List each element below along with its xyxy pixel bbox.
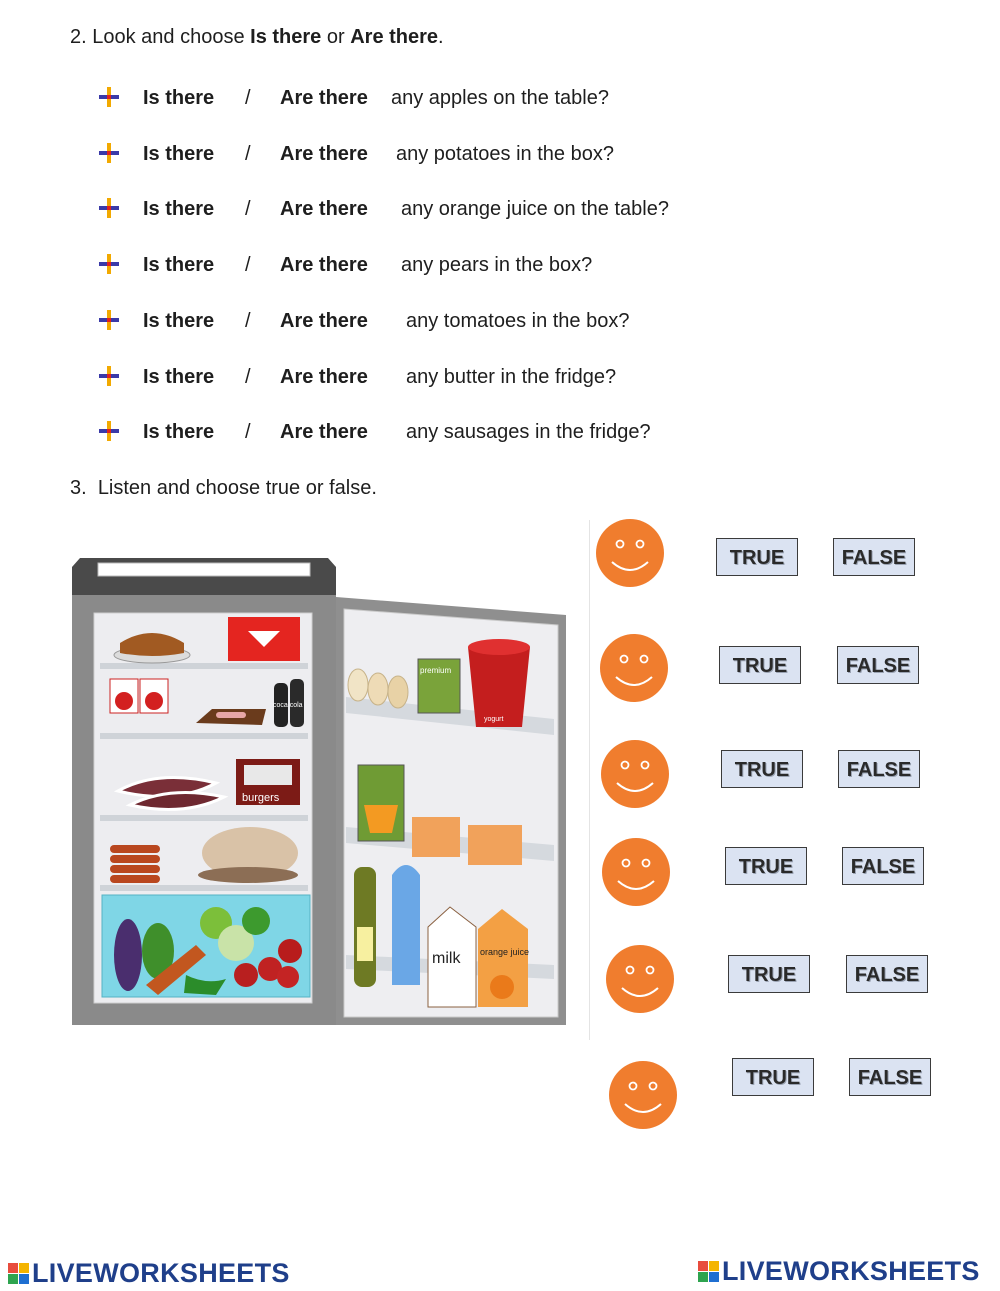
option-are-there[interactable]: Are there <box>280 310 368 332</box>
false-button[interactable]: FALSE <box>846 955 928 993</box>
tomato <box>145 692 163 710</box>
section-3-heading <box>70 477 377 500</box>
smiley-face-icon[interactable] <box>600 739 670 809</box>
true-button[interactable]: TRUE <box>721 750 803 788</box>
question-row <box>98 195 798 225</box>
tomato <box>115 692 133 710</box>
liveworksheets-logo-right <box>698 1256 980 1286</box>
coca-cola-label: coca cola <box>273 702 303 709</box>
question-row <box>98 140 798 170</box>
option-separator: / <box>245 143 251 165</box>
bullet-icon <box>98 86 120 108</box>
logo-icon <box>8 1263 29 1284</box>
cheese-box <box>412 817 460 857</box>
carrots <box>364 805 398 833</box>
bullet-icon <box>98 197 120 219</box>
shelf <box>100 885 308 891</box>
logo-icon <box>698 1261 719 1282</box>
true-button[interactable]: TRUE <box>719 646 801 684</box>
option-is-there[interactable]: Is there <box>143 310 215 332</box>
option-separator: / <box>245 366 251 388</box>
orange-juice-label: orange juice <box>480 947 530 957</box>
false-button[interactable]: FALSE <box>842 847 924 885</box>
option-is-there[interactable]: Is there <box>143 421 215 443</box>
fridge-top-panel <box>98 563 310 576</box>
true-button[interactable]: TRUE <box>725 847 807 885</box>
true-button[interactable]: TRUE <box>716 538 798 576</box>
option-is-there[interactable]: Is there <box>143 143 215 165</box>
instruction-text: Listen and choose true or false. <box>97 477 377 499</box>
section-number: 2. <box>70 26 87 48</box>
option-is-there[interactable]: Is there <box>143 198 215 220</box>
question-row <box>98 251 798 281</box>
true-button[interactable]: TRUE <box>732 1058 814 1096</box>
shelf <box>100 663 308 669</box>
smiley-face-icon[interactable] <box>605 944 675 1014</box>
heading-bold-is-there: Is there <box>250 26 322 48</box>
option-are-there[interactable]: Are there <box>280 198 368 220</box>
question-row <box>98 418 798 448</box>
salami <box>216 712 246 718</box>
heading-text: Look and choose <box>92 26 245 48</box>
heading-period: . <box>438 26 444 48</box>
butter-box <box>468 825 522 865</box>
orange <box>490 975 514 999</box>
option-is-there[interactable]: Is there <box>143 87 215 109</box>
smiley-face-icon[interactable] <box>601 837 671 907</box>
bullet-icon <box>98 142 120 164</box>
logo-text: LIVEWORKSHEETS <box>722 1255 980 1286</box>
burgers-window <box>244 765 292 785</box>
option-are-there[interactable]: Are there <box>280 254 368 276</box>
heading-or: or <box>326 26 345 48</box>
option-separator: / <box>245 254 251 276</box>
bullet-icon <box>98 365 120 387</box>
option-separator: / <box>245 310 251 332</box>
question-row <box>98 363 798 393</box>
question-text: any apples on the table? <box>391 87 609 109</box>
question-text: any potatoes in the box? <box>396 143 614 165</box>
yogurt-pot <box>468 647 530 727</box>
bullet-icon <box>98 309 120 331</box>
option-are-there[interactable]: Are there <box>280 366 368 388</box>
shelf <box>100 815 308 821</box>
question-text: any butter in the fridge? <box>406 366 617 388</box>
bullet-icon <box>98 253 120 275</box>
question-row <box>98 307 798 337</box>
option-is-there[interactable]: Is there <box>143 254 215 276</box>
option-separator: / <box>245 198 251 220</box>
false-button[interactable]: FALSE <box>849 1058 931 1096</box>
option-separator: / <box>245 421 251 443</box>
premium-label: premium <box>420 666 452 675</box>
question-text: any tomatoes in the box? <box>406 310 630 332</box>
bullet-icon <box>98 420 120 442</box>
shelf <box>100 733 308 739</box>
option-are-there[interactable]: Are there <box>280 87 368 109</box>
false-button[interactable]: FALSE <box>838 750 920 788</box>
fridge-illustration <box>66 555 571 1045</box>
smiley-face-icon[interactable] <box>608 1060 678 1130</box>
chicken-plate <box>198 867 298 883</box>
yogurt-lid <box>468 639 530 655</box>
heading-bold-are-there: Are there <box>350 26 439 48</box>
smiley-face-icon[interactable] <box>595 518 665 588</box>
true-button[interactable]: TRUE <box>728 955 810 993</box>
false-button[interactable]: FALSE <box>833 538 915 576</box>
option-is-there[interactable]: Is there <box>143 366 215 388</box>
false-button[interactable]: FALSE <box>837 646 919 684</box>
milk-label: milk <box>432 950 461 967</box>
question-text: any sausages in the fridge? <box>406 421 651 443</box>
water-bottle <box>392 865 420 985</box>
yogurt-label: yogurt <box>484 716 504 723</box>
liveworksheets-logo-left <box>8 1258 290 1288</box>
option-are-there[interactable]: Are there <box>280 421 368 443</box>
wine-label <box>357 927 373 961</box>
logo-text: LIVEWORKSHEETS <box>32 1257 290 1288</box>
section-number: 3. <box>70 477 87 499</box>
option-are-there[interactable]: Are there <box>280 143 368 165</box>
question-text: any pears in the box? <box>401 254 593 276</box>
column-divider <box>589 520 590 1040</box>
burgers-label: burgers <box>242 792 280 804</box>
question-row <box>98 84 798 114</box>
smiley-face-icon[interactable] <box>599 633 669 703</box>
question-text: any orange juice on the table? <box>401 198 669 220</box>
section-2-heading <box>70 26 444 49</box>
option-separator: / <box>245 87 251 109</box>
